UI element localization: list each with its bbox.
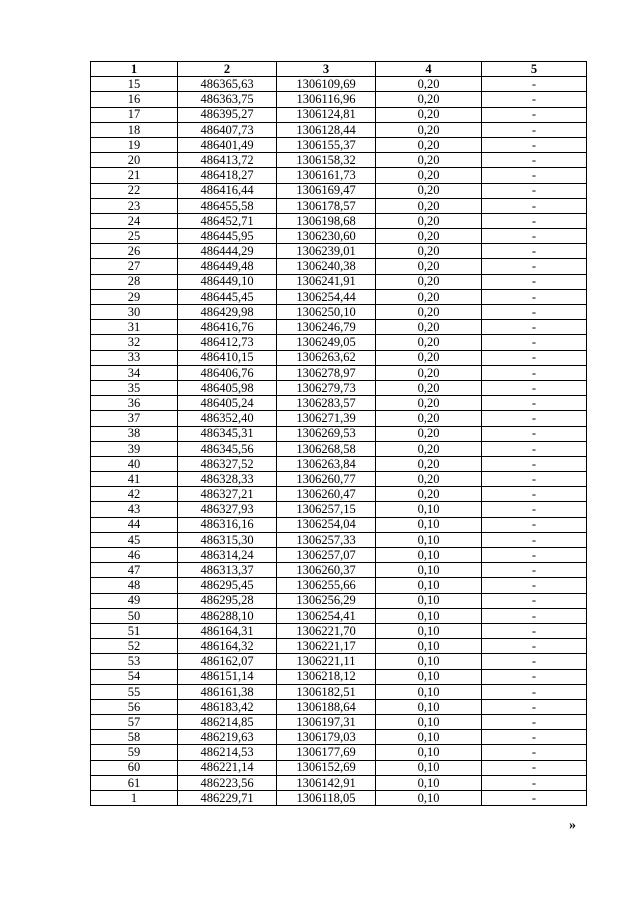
table-row bbox=[91, 244, 587, 259]
table-cell-col-4: 0,10 bbox=[376, 563, 482, 578]
table-cell-col-5: - bbox=[482, 563, 587, 578]
header-cell-2: 2 bbox=[178, 62, 277, 77]
table-cell-col-2: 486214,85 bbox=[178, 715, 277, 730]
table-row bbox=[91, 365, 587, 380]
table-cell-col-3: 1306116,96 bbox=[277, 92, 376, 107]
table-cell-col-2: 486295,45 bbox=[178, 578, 277, 593]
table-cell-col-4: 0,20 bbox=[376, 289, 482, 304]
table-cell-col-1: 20 bbox=[91, 153, 178, 168]
table-row bbox=[91, 77, 587, 92]
table-cell-col-4: 0,10 bbox=[376, 639, 482, 654]
table-cell-col-4: 0,20 bbox=[376, 456, 482, 471]
table-cell-col-1: 41 bbox=[91, 472, 178, 487]
table-cell-col-2: 486406,76 bbox=[178, 365, 277, 380]
table-cell-col-5: - bbox=[482, 669, 587, 684]
table-cell-col-2: 486365,63 bbox=[178, 77, 277, 92]
table-cell-col-2: 486401,49 bbox=[178, 137, 277, 152]
table-cell-col-4: 0,20 bbox=[376, 411, 482, 426]
table-cell-col-5: - bbox=[482, 396, 587, 411]
table-cell-col-2: 486352,40 bbox=[178, 411, 277, 426]
table-cell-col-3: 1306268,58 bbox=[277, 441, 376, 456]
table-cell-col-3: 1306221,70 bbox=[277, 623, 376, 638]
table-row bbox=[91, 745, 587, 760]
table-cell-col-1: 43 bbox=[91, 502, 178, 517]
table-cell-col-1: 52 bbox=[91, 639, 178, 654]
table-cell-col-1: 51 bbox=[91, 623, 178, 638]
table-cell-col-3: 1306169,47 bbox=[277, 183, 376, 198]
table-cell-col-2: 486412,73 bbox=[178, 335, 277, 350]
table-cell-col-1: 57 bbox=[91, 715, 178, 730]
table-row bbox=[91, 350, 587, 365]
table-row bbox=[91, 532, 587, 547]
table-cell-col-4: 0,10 bbox=[376, 532, 482, 547]
table-cell-col-5: - bbox=[482, 168, 587, 183]
table-row bbox=[91, 487, 587, 502]
table-cell-col-5: - bbox=[482, 77, 587, 92]
table-cell-col-4: 0,10 bbox=[376, 730, 482, 745]
table-cell-col-5: - bbox=[482, 229, 587, 244]
table-cell-col-2: 486413,72 bbox=[178, 153, 277, 168]
table-cell-col-2: 486429,98 bbox=[178, 305, 277, 320]
table-cell-col-1: 35 bbox=[91, 380, 178, 395]
table-cell-col-3: 1306221,17 bbox=[277, 639, 376, 654]
table-cell-col-3: 1306249,05 bbox=[277, 335, 376, 350]
table-cell-col-5: - bbox=[482, 198, 587, 213]
table-cell-col-3: 1306155,37 bbox=[277, 137, 376, 152]
table-cell-col-1: 40 bbox=[91, 456, 178, 471]
table-row bbox=[91, 608, 587, 623]
table-row bbox=[91, 168, 587, 183]
table-row bbox=[91, 289, 587, 304]
table-cell-col-4: 0,10 bbox=[376, 791, 482, 806]
table-cell-col-1: 30 bbox=[91, 305, 178, 320]
table-cell-col-4: 0,10 bbox=[376, 699, 482, 714]
table-row bbox=[91, 623, 587, 638]
table-cell-col-1: 46 bbox=[91, 548, 178, 563]
table-cell-col-2: 486328,33 bbox=[178, 472, 277, 487]
table-cell-col-4: 0,20 bbox=[376, 137, 482, 152]
table-cell-col-4: 0,20 bbox=[376, 168, 482, 183]
table-cell-col-1: 58 bbox=[91, 730, 178, 745]
coordinates-table bbox=[90, 61, 587, 806]
table-cell-col-1: 33 bbox=[91, 350, 178, 365]
table-cell-col-2: 486223,56 bbox=[178, 775, 277, 790]
table-row bbox=[91, 730, 587, 745]
table-cell-col-5: - bbox=[482, 593, 587, 608]
table-row bbox=[91, 411, 587, 426]
table-cell-col-2: 486162,07 bbox=[178, 654, 277, 669]
table-row bbox=[91, 137, 587, 152]
table-row bbox=[91, 198, 587, 213]
table-cell-col-5: - bbox=[482, 320, 587, 335]
table-cell-col-1: 61 bbox=[91, 775, 178, 790]
table-cell-col-1: 50 bbox=[91, 608, 178, 623]
table-cell-col-5: - bbox=[482, 289, 587, 304]
table-cell-col-4: 0,20 bbox=[376, 274, 482, 289]
table-cell-col-2: 486221,14 bbox=[178, 760, 277, 775]
table-cell-col-2: 486313,37 bbox=[178, 563, 277, 578]
table-cell-col-2: 486327,52 bbox=[178, 456, 277, 471]
table-cell-col-2: 486449,48 bbox=[178, 259, 277, 274]
table-cell-col-4: 0,20 bbox=[376, 213, 482, 228]
table-cell-col-5: - bbox=[482, 715, 587, 730]
table-row bbox=[91, 715, 587, 730]
table-cell-col-5: - bbox=[482, 548, 587, 563]
table-cell-col-1: 17 bbox=[91, 107, 178, 122]
table-cell-col-5: - bbox=[482, 122, 587, 137]
table-cell-col-5: - bbox=[482, 578, 587, 593]
table-cell-col-3: 1306260,37 bbox=[277, 563, 376, 578]
table-cell-col-3: 1306254,04 bbox=[277, 517, 376, 532]
table-cell-col-2: 486161,38 bbox=[178, 684, 277, 699]
table-cell-col-5: - bbox=[482, 350, 587, 365]
table-cell-col-2: 486295,28 bbox=[178, 593, 277, 608]
table-cell-col-3: 1306142,91 bbox=[277, 775, 376, 790]
table-cell-col-3: 1306271,39 bbox=[277, 411, 376, 426]
table-cell-col-4: 0,20 bbox=[376, 229, 482, 244]
table-cell-col-1: 48 bbox=[91, 578, 178, 593]
header-cell-3: 3 bbox=[277, 62, 376, 77]
table-cell-col-2: 486405,98 bbox=[178, 380, 277, 395]
table-cell-col-5: - bbox=[482, 730, 587, 745]
table-row bbox=[91, 426, 587, 441]
table-cell-col-2: 486416,44 bbox=[178, 183, 277, 198]
table-row bbox=[91, 669, 587, 684]
table-cell-col-4: 0,20 bbox=[376, 472, 482, 487]
table-cell-col-5: - bbox=[482, 183, 587, 198]
table-cell-col-5: - bbox=[482, 92, 587, 107]
table-row bbox=[91, 517, 587, 532]
table-cell-col-2: 486288,10 bbox=[178, 608, 277, 623]
table-cell-col-4: 0,20 bbox=[376, 198, 482, 213]
table-cell-col-2: 486214,53 bbox=[178, 745, 277, 760]
table-cell-col-4: 0,10 bbox=[376, 548, 482, 563]
table-row bbox=[91, 578, 587, 593]
table-cell-col-4: 0,20 bbox=[376, 396, 482, 411]
table-cell-col-5: - bbox=[482, 517, 587, 532]
table-cell-col-3: 1306198,68 bbox=[277, 213, 376, 228]
table-cell-col-5: - bbox=[482, 441, 587, 456]
table-cell-col-3: 1306246,79 bbox=[277, 320, 376, 335]
table-cell-col-5: - bbox=[482, 608, 587, 623]
table-row bbox=[91, 456, 587, 471]
table-cell-col-2: 486327,93 bbox=[178, 502, 277, 517]
table-cell-col-1: 15 bbox=[91, 77, 178, 92]
table-row bbox=[91, 153, 587, 168]
table-cell-col-3: 1306240,38 bbox=[277, 259, 376, 274]
table-cell-col-2: 486164,31 bbox=[178, 623, 277, 638]
table-cell-col-4: 0,20 bbox=[376, 487, 482, 502]
table-cell-col-2: 486445,45 bbox=[178, 289, 277, 304]
table-cell-col-5: - bbox=[482, 456, 587, 471]
table-cell-col-2: 486151,14 bbox=[178, 669, 277, 684]
table-cell-col-4: 0,10 bbox=[376, 654, 482, 669]
table-cell-col-1: 32 bbox=[91, 335, 178, 350]
table-cell-col-3: 1306241,91 bbox=[277, 274, 376, 289]
table-cell-col-3: 1306254,41 bbox=[277, 608, 376, 623]
table-cell-col-2: 486410,15 bbox=[178, 350, 277, 365]
table-cell-col-2: 486445,95 bbox=[178, 229, 277, 244]
table-cell-col-4: 0,20 bbox=[376, 335, 482, 350]
table-cell-col-5: - bbox=[482, 380, 587, 395]
table-cell-col-2: 486418,27 bbox=[178, 168, 277, 183]
table-row bbox=[91, 699, 587, 714]
table-cell-col-2: 486395,27 bbox=[178, 107, 277, 122]
table-row bbox=[91, 92, 587, 107]
table-cell-col-5: - bbox=[482, 107, 587, 122]
table-cell-col-5: - bbox=[482, 426, 587, 441]
table-row bbox=[91, 259, 587, 274]
table-cell-col-3: 1306256,29 bbox=[277, 593, 376, 608]
table-cell-col-1: 26 bbox=[91, 244, 178, 259]
table-cell-col-1: 45 bbox=[91, 532, 178, 547]
table-cell-col-4: 0,20 bbox=[376, 122, 482, 137]
table-row bbox=[91, 305, 587, 320]
table-cell-col-2: 486327,21 bbox=[178, 487, 277, 502]
table-cell-col-1: 56 bbox=[91, 699, 178, 714]
table-cell-col-4: 0,20 bbox=[376, 365, 482, 380]
table-cell-col-5: - bbox=[482, 259, 587, 274]
table-cell-col-2: 486183,42 bbox=[178, 699, 277, 714]
table-cell-col-3: 1306221,11 bbox=[277, 654, 376, 669]
table-cell-col-4: 0,20 bbox=[376, 183, 482, 198]
table-cell-col-1: 24 bbox=[91, 213, 178, 228]
table-row bbox=[91, 320, 587, 335]
table-cell-col-5: - bbox=[482, 274, 587, 289]
table-cell-col-3: 1306239,01 bbox=[277, 244, 376, 259]
table-cell-col-1: 18 bbox=[91, 122, 178, 137]
table-cell-col-2: 486455,58 bbox=[178, 198, 277, 213]
table-row bbox=[91, 380, 587, 395]
table-cell-col-1: 38 bbox=[91, 426, 178, 441]
table-cell-col-5: - bbox=[482, 760, 587, 775]
table-cell-col-3: 1306218,12 bbox=[277, 669, 376, 684]
table-cell-col-4: 0,20 bbox=[376, 380, 482, 395]
table-cell-col-4: 0,10 bbox=[376, 593, 482, 608]
table-cell-col-5: - bbox=[482, 639, 587, 654]
table-cell-col-1: 29 bbox=[91, 289, 178, 304]
table-cell-col-3: 1306257,07 bbox=[277, 548, 376, 563]
table-cell-col-3: 1306124,81 bbox=[277, 107, 376, 122]
table-cell-col-1: 19 bbox=[91, 137, 178, 152]
table-cell-col-1: 60 bbox=[91, 760, 178, 775]
table-cell-col-3: 1306230,60 bbox=[277, 229, 376, 244]
table-cell-col-1: 36 bbox=[91, 396, 178, 411]
table-cell-col-3: 1306178,57 bbox=[277, 198, 376, 213]
table-row bbox=[91, 654, 587, 669]
table-cell-col-4: 0,20 bbox=[376, 350, 482, 365]
table-cell-col-4: 0,20 bbox=[376, 320, 482, 335]
table-cell-col-5: - bbox=[482, 502, 587, 517]
header-cell-4: 4 bbox=[376, 62, 482, 77]
table-cell-col-1: 59 bbox=[91, 745, 178, 760]
table-cell-col-4: 0,20 bbox=[376, 426, 482, 441]
table-cell-col-4: 0,10 bbox=[376, 715, 482, 730]
table-cell-col-3: 1306279,73 bbox=[277, 380, 376, 395]
table-cell-col-5: - bbox=[482, 699, 587, 714]
table-cell-col-1: 44 bbox=[91, 517, 178, 532]
table-cell-col-4: 0,10 bbox=[376, 517, 482, 532]
table-row bbox=[91, 335, 587, 350]
table-body bbox=[91, 77, 587, 806]
table-cell-col-2: 486452,71 bbox=[178, 213, 277, 228]
table-cell-col-2: 486314,24 bbox=[178, 548, 277, 563]
table-cell-col-4: 0,10 bbox=[376, 608, 482, 623]
table-cell-col-2: 486316,16 bbox=[178, 517, 277, 532]
table-cell-col-4: 0,10 bbox=[376, 775, 482, 790]
table-cell-col-4: 0,20 bbox=[376, 77, 482, 92]
table-cell-col-2: 486416,76 bbox=[178, 320, 277, 335]
table-cell-col-5: - bbox=[482, 684, 587, 699]
table-cell-col-4: 0,10 bbox=[376, 502, 482, 517]
table-cell-col-4: 0,20 bbox=[376, 153, 482, 168]
table-row bbox=[91, 229, 587, 244]
table-cell-col-1: 49 bbox=[91, 593, 178, 608]
table-cell-col-4: 0,20 bbox=[376, 305, 482, 320]
table-cell-col-5: - bbox=[482, 305, 587, 320]
table-cell-col-4: 0,20 bbox=[376, 244, 482, 259]
table-cell-col-1: 39 bbox=[91, 441, 178, 456]
table-cell-col-3: 1306263,84 bbox=[277, 456, 376, 471]
table-cell-col-1: 23 bbox=[91, 198, 178, 213]
table-cell-col-4: 0,20 bbox=[376, 259, 482, 274]
table-cell-col-3: 1306118,05 bbox=[277, 791, 376, 806]
table-cell-col-4: 0,10 bbox=[376, 623, 482, 638]
table-cell-col-1: 1 bbox=[91, 791, 178, 806]
header-cell-1: 1 bbox=[91, 62, 178, 77]
table-cell-col-3: 1306269,53 bbox=[277, 426, 376, 441]
table-cell-col-5: - bbox=[482, 532, 587, 547]
table-cell-col-2: 486444,29 bbox=[178, 244, 277, 259]
table-cell-col-4: 0,20 bbox=[376, 92, 482, 107]
table-cell-col-2: 486345,56 bbox=[178, 441, 277, 456]
table-cell-col-2: 486407,73 bbox=[178, 122, 277, 137]
table-cell-col-1: 55 bbox=[91, 684, 178, 699]
table-cell-col-1: 34 bbox=[91, 365, 178, 380]
table-cell-col-2: 486315,30 bbox=[178, 532, 277, 547]
table-cell-col-1: 21 bbox=[91, 168, 178, 183]
table-cell-col-2: 486449,10 bbox=[178, 274, 277, 289]
table-row bbox=[91, 639, 587, 654]
table-row bbox=[91, 441, 587, 456]
table-row bbox=[91, 502, 587, 517]
table-cell-col-3: 1306109,69 bbox=[277, 77, 376, 92]
table-cell-col-4: 0,10 bbox=[376, 669, 482, 684]
table-cell-col-1: 37 bbox=[91, 411, 178, 426]
table-cell-col-5: - bbox=[482, 137, 587, 152]
table-cell-col-5: - bbox=[482, 472, 587, 487]
table-cell-col-2: 486405,24 bbox=[178, 396, 277, 411]
table-cell-col-3: 1306278,97 bbox=[277, 365, 376, 380]
table-cell-col-4: 0,10 bbox=[376, 684, 482, 699]
table-cell-col-5: - bbox=[482, 775, 587, 790]
table-row bbox=[91, 760, 587, 775]
table-cell-col-3: 1306177,69 bbox=[277, 745, 376, 760]
table-cell-col-1: 31 bbox=[91, 320, 178, 335]
table-row bbox=[91, 775, 587, 790]
table-cell-col-5: - bbox=[482, 365, 587, 380]
table-row bbox=[91, 563, 587, 578]
table-cell-col-5: - bbox=[482, 745, 587, 760]
table-cell-col-3: 1306260,47 bbox=[277, 487, 376, 502]
table-cell-col-1: 25 bbox=[91, 229, 178, 244]
table-cell-col-3: 1306255,66 bbox=[277, 578, 376, 593]
table-row bbox=[91, 213, 587, 228]
table-cell-col-3: 1306263,62 bbox=[277, 350, 376, 365]
table-cell-col-4: 0,10 bbox=[376, 578, 482, 593]
table-cell-col-4: 0,10 bbox=[376, 760, 482, 775]
table-cell-col-5: - bbox=[482, 411, 587, 426]
table-cell-col-3: 1306257,33 bbox=[277, 532, 376, 547]
table-cell-col-2: 486164,32 bbox=[178, 639, 277, 654]
table-row bbox=[91, 396, 587, 411]
table-header-row bbox=[91, 62, 587, 77]
table-cell-col-1: 54 bbox=[91, 669, 178, 684]
table-cell-col-5: - bbox=[482, 213, 587, 228]
table-cell-col-5: - bbox=[482, 487, 587, 502]
table-cell-col-5: - bbox=[482, 244, 587, 259]
table-cell-col-2: 486345,31 bbox=[178, 426, 277, 441]
table-row bbox=[91, 593, 587, 608]
table-row bbox=[91, 122, 587, 137]
table-cell-col-1: 27 bbox=[91, 259, 178, 274]
table-cell-col-4: 0,20 bbox=[376, 107, 482, 122]
table-cell-col-4: 0,20 bbox=[376, 441, 482, 456]
table-cell-col-5: - bbox=[482, 654, 587, 669]
table-row bbox=[91, 107, 587, 122]
table-cell-col-3: 1306188,64 bbox=[277, 699, 376, 714]
table-cell-col-1: 53 bbox=[91, 654, 178, 669]
table-cell-col-3: 1306260,77 bbox=[277, 472, 376, 487]
table-cell-col-3: 1306197,31 bbox=[277, 715, 376, 730]
table-row bbox=[91, 472, 587, 487]
table-cell-col-5: - bbox=[482, 335, 587, 350]
table-cell-col-3: 1306257,15 bbox=[277, 502, 376, 517]
table-row bbox=[91, 548, 587, 563]
table-row bbox=[91, 684, 587, 699]
table-row bbox=[91, 183, 587, 198]
table-cell-col-2: 486229,71 bbox=[178, 791, 277, 806]
table-row bbox=[91, 791, 587, 806]
table-cell-col-5: - bbox=[482, 153, 587, 168]
table-cell-col-1: 47 bbox=[91, 563, 178, 578]
table-cell-col-4: 0,10 bbox=[376, 745, 482, 760]
table-cell-col-1: 42 bbox=[91, 487, 178, 502]
table-cell-col-3: 1306128,44 bbox=[277, 122, 376, 137]
table-cell-col-3: 1306254,44 bbox=[277, 289, 376, 304]
table-row bbox=[91, 274, 587, 289]
table-cell-col-1: 16 bbox=[91, 92, 178, 107]
table-cell-col-3: 1306179,03 bbox=[277, 730, 376, 745]
table-cell-col-1: 28 bbox=[91, 274, 178, 289]
table-cell-col-1: 22 bbox=[91, 183, 178, 198]
table-cell-col-3: 1306152,69 bbox=[277, 760, 376, 775]
closing-quote-mark: » bbox=[569, 818, 576, 833]
table-cell-col-3: 1306182,51 bbox=[277, 684, 376, 699]
table-cell-col-2: 486219,63 bbox=[178, 730, 277, 745]
table-cell-col-3: 1306161,73 bbox=[277, 168, 376, 183]
table-cell-col-3: 1306158,32 bbox=[277, 153, 376, 168]
table-cell-col-5: - bbox=[482, 791, 587, 806]
table-cell-col-3: 1306250,10 bbox=[277, 305, 376, 320]
table-cell-col-5: - bbox=[482, 623, 587, 638]
table-cell-col-2: 486363,75 bbox=[178, 92, 277, 107]
table-cell-col-3: 1306283,57 bbox=[277, 396, 376, 411]
header-cell-5: 5 bbox=[482, 62, 587, 77]
